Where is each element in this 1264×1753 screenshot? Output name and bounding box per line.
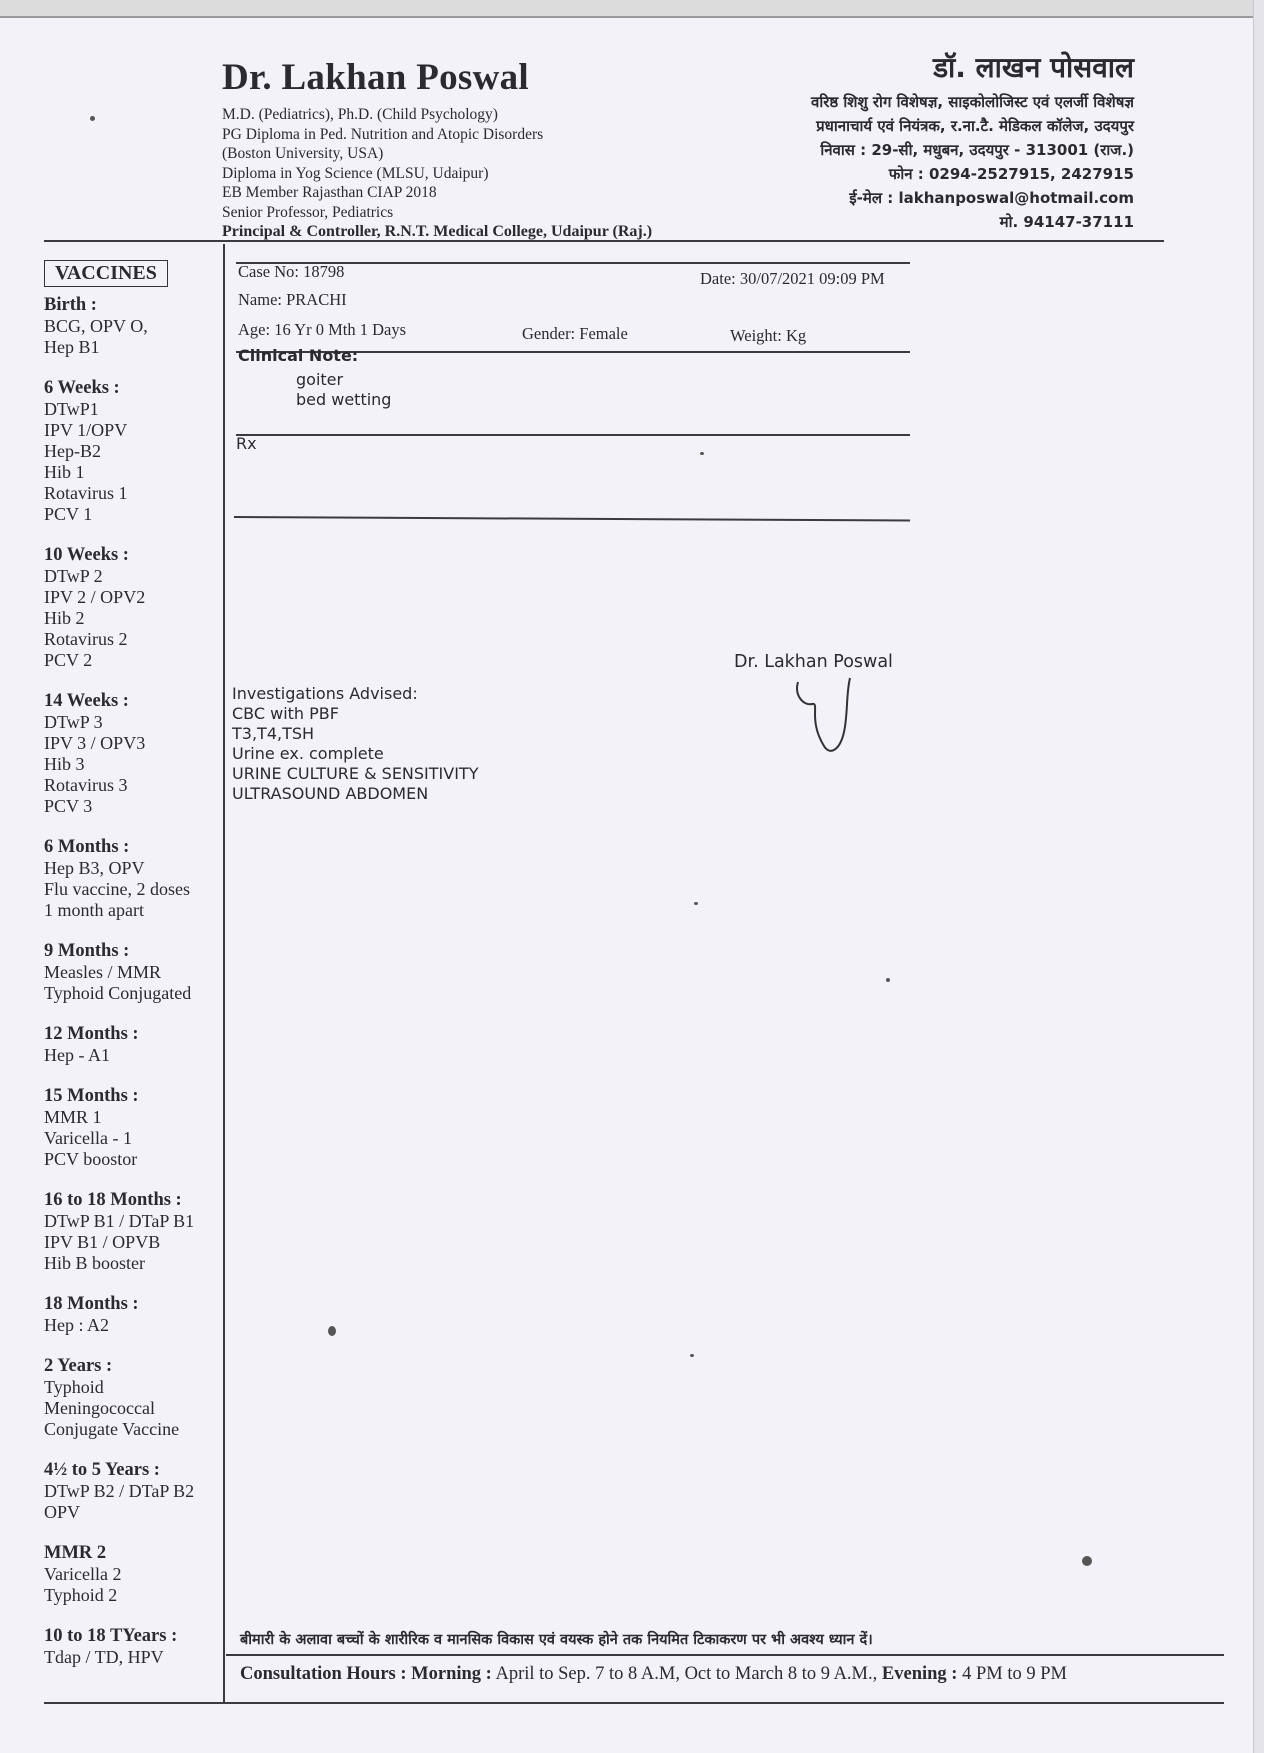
vaccine-item: BCG, OPV O, [44,316,148,336]
qualification-line: Diploma in Yog Science (MLSU, Udaipur) [222,164,489,182]
vaccine-item: IPV 1/OPV [44,420,128,440]
vaccine-group [44,1086,222,1170]
paper-speck [1082,1556,1092,1566]
vaccine-item: DTwP B1 / DTaP B1 [44,1211,195,1231]
investigation-item: ULTRASOUND ABDOMEN [232,784,429,803]
vaccine-group [44,1294,222,1336]
paper-right-edge [1253,0,1264,1753]
vaccine-item: Typhoid Conjugated [44,983,192,1003]
vaccine-item: PCV 2 [44,650,93,670]
investigations-heading: Investigations Advised: [232,684,418,703]
vaccine-group [44,545,222,671]
vaccine-item: IPV B1 / OPVB [44,1232,161,1252]
designation-line: Principal & Controller, R.N.T. Medical College, Udaipur (Raj.) [222,223,653,240]
vaccine-group [44,1626,222,1668]
clinical-note-item: bed wetting [296,390,392,409]
vaccine-age-heading: 6 Months : [44,837,130,857]
paper-speck [694,902,698,905]
vaccine-age-heading: 2 Years : [44,1356,113,1376]
doctor-name-english: Dr. Lakhan Poswal [222,57,530,98]
vaccine-group [44,1190,222,1274]
investigations-block [232,684,478,804]
vaccine-item: Rotavirus 3 [44,775,128,795]
clinical-note-list [296,370,391,410]
patient-name: Name: PRACHI [238,290,347,309]
vaccine-item: Varicella 2 [44,1564,122,1584]
consultation-label: Consultation Hours : [240,1664,407,1684]
vaccine-item: OPV [44,1502,81,1522]
vaccine-item: 1 month apart [44,900,144,920]
vaccine-item: Hep - A1 [44,1045,110,1065]
qualification-line: Senior Professor, Pediatrics [222,203,394,221]
vaccine-age-heading: 10 to 18 TYears : [44,1626,178,1646]
vaccine-item: Measles / MMR [44,962,161,982]
paper-speck [690,1354,694,1357]
signature-mark [790,672,860,762]
hindi-line: वरिष्ठ शिशु रोग विशेषज्ञ, साइकोलोजिस्ट एवं एलर्जी विशेषज्ञ [811,93,1134,111]
vaccine-group [44,941,222,1004]
vaccine-item: Tdap / TD, HPV [44,1647,164,1667]
vaccine-age-heading: 10 Weeks : [44,545,129,565]
qualification-line: EB Member Rajasthan CIAP 2018 [222,184,437,201]
vaccine-age-heading: 12 Months : [44,1024,139,1044]
vaccine-item: Hib B booster [44,1253,145,1273]
visit-date: Date: 30/07/2021 09:09 PM [700,269,885,288]
footer-hindi-note: बीमारी के अलावा बच्चों के शारीरिक व मानसिक विकास एवं वयस्क होने तक नियमित टिकाकरण पर भी अवश्य ध्यान दें। [240,1632,873,1648]
paper-speck [90,116,95,121]
case-number: Case No: 18798 [238,262,345,281]
vaccine-item: IPV 3 / OPV3 [44,733,146,753]
investigation-item: CBC with PBF [232,704,339,723]
vaccine-groups [44,295,222,1668]
vaccine-item: DTwP B2 / DTaP B2 [44,1481,195,1501]
vaccine-item: Conjugate Vaccine [44,1419,180,1439]
vaccine-item: DTwP 3 [44,712,103,732]
vaccines-title: VACCINES [44,260,168,287]
consultation-hours [240,1664,1067,1685]
mobile-line: मो. 94147-37111 [999,213,1134,231]
vaccine-item: Flu vaccine, 2 doses [44,879,190,899]
vaccine-item: Hib 2 [44,608,85,628]
vaccine-group [44,1356,222,1440]
investigation-item: T3,T4,TSH [232,724,315,743]
vaccine-group [44,1024,222,1066]
vaccine-group [44,691,222,817]
vaccine-age-heading: 18 Months : [44,1294,139,1314]
vaccine-item: Hib 3 [44,754,85,774]
vaccine-item: Typhoid [44,1377,104,1397]
vaccine-schedule [44,260,222,1688]
letterhead-hindi [654,48,1134,234]
vaccine-group [44,295,222,358]
qualification-line: M.D. (Pediatrics), Ph.D. (Child Psychology) [222,106,498,123]
vaccine-age-heading: Birth : [44,295,97,315]
paper-speck [700,452,704,455]
signature-name: Dr. Lakhan Poswal [734,652,893,672]
vaccine-item: Typhoid 2 [44,1585,118,1605]
rx-top-rule [236,434,910,436]
vaccine-age-heading: 9 Months : [44,941,130,961]
investigation-item: Urine ex. complete [232,744,384,763]
vaccine-item: Meningococcal [44,1398,155,1418]
morning-label: Morning : [411,1664,492,1684]
hindi-line: प्रधानाचार्य एवं नियंत्रक, र.ना.टै. मेडिकल कॉलेज, उदयपुर [816,117,1134,135]
sidebar-divider [223,244,225,1702]
patient-weight: Weight: Kg [730,326,807,345]
vaccine-age-heading: 4½ to 5 Years : [44,1460,160,1480]
qualification-line: PG Diploma in Ped. Nutrition and Atopic Disorders [222,125,544,143]
vaccine-age-heading: 6 Weeks : [44,378,120,398]
vaccine-group [44,837,222,921]
vaccine-item: DTwP1 [44,399,99,419]
vaccine-item: PCV 3 [44,796,93,816]
vaccine-item: Hep B3, OPV [44,858,145,878]
rx-label: Rx [236,434,257,453]
vaccine-group [44,1543,222,1606]
vaccine-item: IPV 2 / OPV2 [44,587,146,607]
vaccine-item: Hep-B2 [44,441,101,461]
vaccine-item: PCV boostor [44,1149,138,1169]
bottom-divider [44,1702,1224,1704]
paper-top-edge [0,0,1264,18]
paper-speck [886,978,890,982]
vaccine-group [44,1460,222,1523]
header-divider [44,240,1164,242]
vaccine-item: Hep : A2 [44,1315,109,1335]
vaccine-item: DTwP 2 [44,566,103,586]
vaccine-age-heading: 14 Weeks : [44,691,129,711]
clinical-note-heading: Clinical Note: [238,346,359,365]
doctor-name-hindi: डॉ. लाखन पोसवाल [933,51,1134,84]
vaccine-item: Rotavirus 1 [44,483,128,503]
vaccine-age-heading: 16 to 18 Months : [44,1190,182,1210]
phone-line: फोन : 0294-2527915, 2427915 [888,165,1134,183]
vaccine-item: Hib 1 [44,462,85,482]
patient-age: Age: 16 Yr 0 Mth 1 Days [238,320,407,339]
footer-divider [226,1654,1224,1656]
vaccine-item: Rotavirus 2 [44,629,128,649]
evening-label: Evening : [881,1664,958,1684]
vaccine-age-heading: 15 Months : [44,1086,139,1106]
vaccine-item: MMR 1 [44,1107,102,1127]
rx-bottom-rule [234,516,910,521]
morning-hours: April to Sep. 7 to 8 A.M, Oct to March 8 to 9 A.M., [495,1664,878,1684]
clinical-note-item: goiter [296,370,344,389]
vaccine-item: PCV 1 [44,504,93,524]
evening-hours: 4 PM to 9 PM [962,1664,1067,1684]
email-line: ई-मेल : lakhanposwal@hotmail.com [849,189,1134,207]
address-line: निवास : 29-सी, मधुबन, उदयपुर - 313001 (राज.) [820,141,1134,159]
vaccine-age-heading: MMR 2 [44,1543,107,1563]
patient-gender: Gender: Female [522,324,628,343]
vaccine-item: Varicella - 1 [44,1128,132,1148]
qualification-line: (Boston University, USA) [222,145,384,162]
investigation-item: URINE CULTURE & SENSITIVITY [232,764,479,783]
vaccine-group [44,378,222,525]
vaccine-item: Hep B1 [44,337,100,357]
paper-speck [328,1326,336,1336]
